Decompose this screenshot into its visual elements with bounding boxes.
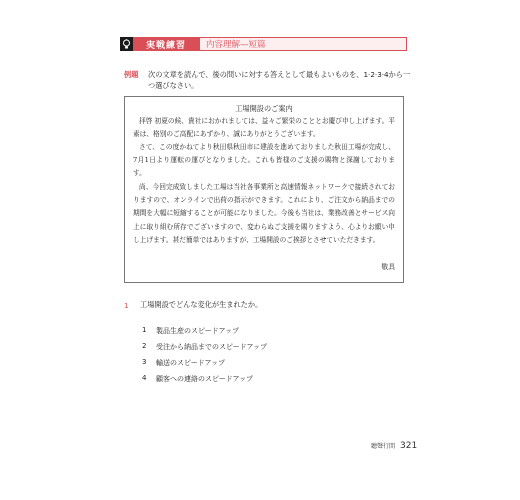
- option-2[interactable]: 2 受注から納品までのスピードアップ: [142, 342, 268, 351]
- letter-paragraph-2: さて、この度かねてより秋田県秋田市に建設を進めておりました秋田工場が完成し、7月1日より運転の運びとなりました。これも皆様のご支援の賜物と深謝しております。: [133, 143, 395, 178]
- section-subtitle: 内容理解—短篇: [199, 37, 407, 51]
- page-number: 321: [400, 441, 418, 451]
- section-title: 実戦練習: [133, 37, 199, 51]
- letter-title: 工場開設のご案内: [235, 104, 293, 113]
- letter-closing: 敬具: [381, 263, 395, 271]
- instruction-text: 次の文章を読んで、後の問いに対する答えとして最もよいものを、1·2·3·4から一つ選びなさい。: [148, 70, 411, 90]
- option-4[interactable]: 4 顧客への連絡のスピードアップ: [142, 374, 254, 383]
- example-label: 例題: [124, 70, 139, 79]
- letter-paragraph-3: 尚、今回完成致しました工場は当社各事業所と高速情報ネットワークで接続されておりますので、オンラインで出荷の指示ができます。これにより、ご注文から納品までの期間を大幅に短縮することが可能になりました。今後も当社は、業務改善とサービス向上に取り組む所存でございますので、変わらぬご支援を賜りますよう、心よりお願い申し上げます。甚だ簡単ではありますが、工場開設のご挨拶とさせていただきます。: [133, 183, 395, 244]
- lightbulb-icon: [120, 37, 133, 51]
- option-3[interactable]: 3 輸送のスピードアップ: [142, 358, 226, 367]
- page-footer: [371, 441, 417, 451]
- letter-box: [124, 96, 404, 283]
- section-header: [120, 37, 407, 51]
- letter-paragraph-1: 拝啓 初夏の候、貴社におかれましては、益々ご繁栄のこととお慶び申し上げます。平素は、格別のご高配にあずかり、誠にありがとうございます。: [133, 117, 395, 139]
- footer-section: 聽聲行間: [371, 443, 396, 450]
- question-1: [124, 300, 262, 310]
- answer-options: [142, 326, 267, 390]
- question-number: 1: [124, 300, 129, 310]
- option-1[interactable]: 1 製品生産のスピードアップ: [142, 326, 240, 335]
- question-text: 工場開設でどんな変化が生まれたか。: [140, 300, 263, 309]
